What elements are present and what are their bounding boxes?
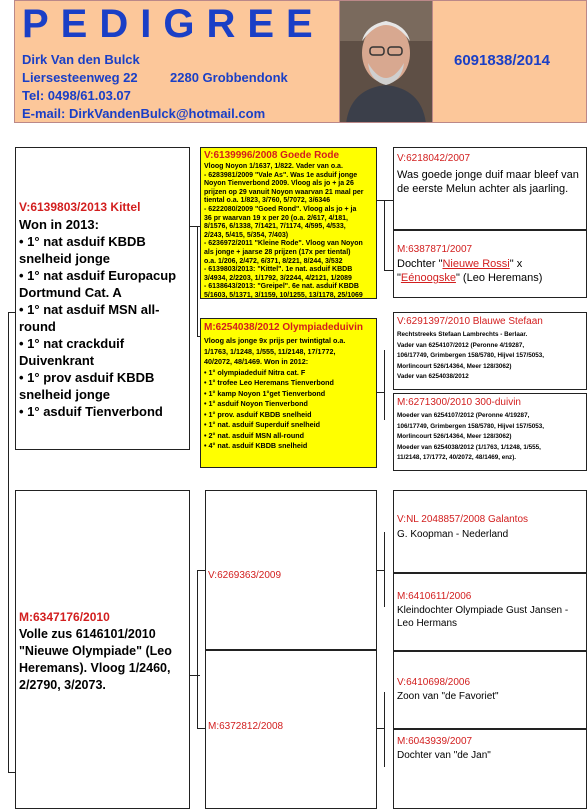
father-name: V:6139803/2013 Kittel	[19, 200, 141, 214]
mm-box	[205, 650, 377, 809]
mff-text: G. Koopman - Nederland	[397, 529, 509, 540]
detail-line: 11/2148, 17/1772, 40/2072, 48/1469, enz).	[397, 454, 517, 461]
father-box	[15, 147, 190, 450]
grandsire-details	[204, 163, 364, 299]
ring-number: 6091838/2014	[454, 52, 550, 69]
fff-text: Was goede jonge duif maar bleef van de eerste Melun achter als jaarling.	[397, 169, 579, 195]
connector	[384, 692, 385, 767]
fmm-box	[393, 393, 587, 471]
father-achievements	[19, 233, 189, 420]
detail-line: tiental o.a. 1/823, 3/760, 5/7072, 3/6346	[204, 197, 331, 205]
detail-line: - 6222080/2009 "Goed Rond". Vloog als jo + ja	[204, 205, 357, 213]
detail-line: • 1° nat. asduif Superduif snelheid	[204, 420, 321, 429]
detail-line: - 6139803/2013: "Kittel". 1e nat. asduif KBDB	[204, 266, 353, 274]
detail-line: • 4° nat. asduif KBDB snelheid	[204, 441, 308, 450]
grandsire-box	[200, 147, 377, 299]
owner-phone: Tel: 0498/61.03.07	[22, 88, 131, 103]
mmm-box	[393, 729, 587, 809]
achievement-item: • 1° asduif Tienverbond	[19, 404, 163, 419]
connector	[190, 226, 200, 227]
mother-name: M:6347176/2010	[19, 610, 110, 624]
detail-line: o.a. 1/206, 2/472, 6/371, 8/221, 8/244, 3/532	[204, 257, 343, 265]
detail-line: - 6236972/2011 "Kleine Rode". Vloog van Noyon	[204, 240, 363, 248]
achievement-item: • 1° nat asduif Europacup Dortmund Cat. A	[19, 268, 177, 300]
nieuwe-rossi-link[interactable]: Nieuwe Rossi	[442, 258, 510, 270]
mother-text: Volle zus 6146101/2010 "Nieuwe Olympiade" (Leo Heremans). Vloog 1/2460, 2/2790, 3/2073.	[19, 627, 172, 692]
detail-line: 8/1576, 6/1338, 7/1421, 7/1174, 4/595, 4/533,	[204, 223, 346, 231]
mff-box	[393, 490, 587, 573]
fmf-name: V:6291397/2010 Blauwe Stefaan	[397, 316, 543, 327]
detail-line: • 1° kamp Noyon 1°get Tienverbond	[204, 388, 326, 398]
mother-box	[15, 490, 190, 809]
detail-line: 36 pr waarvan 19 x per 20 (o.a. 2/617, 4/181,	[204, 214, 348, 222]
eenoogske-link[interactable]: Eénoogske	[400, 272, 456, 284]
detail-line: - 6283981/2009 "Vale As". Was 1e asduif jonge	[204, 171, 358, 179]
detail-line: • 1° olympiadeduif Nitra cat. F	[204, 367, 306, 377]
mmf-text: Zoon van "de Favoriet"	[397, 691, 499, 702]
achievement-item: • 1° nat asduif MSN all-round	[19, 302, 160, 334]
granddam-name: M:6254038/2012 Olympiadeduivin	[204, 322, 363, 333]
detail-line: Moeder van 6254107/2012 (Peronne 4/19287,	[397, 412, 530, 419]
ffm-box	[393, 230, 587, 298]
connector	[197, 570, 198, 728]
mff-name: V:NL 2048857/2008 Galantos	[397, 514, 529, 525]
grandsire-name: V:6139996/2008 Goede Rode	[204, 150, 340, 161]
owner-city: 2280 Grobbendonk	[170, 70, 288, 85]
connector	[190, 675, 200, 676]
achievement-item: • 1° nat crackduif Duivenkrant	[19, 336, 125, 368]
detail-line: 2/243, 5/415, 5/354, 7/403)	[204, 231, 289, 239]
text-part: " x "	[397, 258, 523, 284]
ffm-name: M:6387871/2007	[397, 244, 473, 255]
mmf-box	[393, 651, 587, 729]
mmf-name: V:6410698/2006	[397, 677, 471, 688]
mfm-box	[393, 573, 587, 651]
detail-line: 5/1603, 5/1371, 3/1159, 10/1255, 13/1178, 25/1069	[204, 291, 363, 299]
mfm-name: M:6410611/2006	[397, 591, 472, 602]
mf-name: V:6269363/2009	[208, 570, 282, 581]
detail-line: Morlincourt 526/14364, Meer 128/3062)	[397, 433, 512, 440]
detail-line: 1/1763, 1/1248, 1/555, 11/2148, 17/1772,	[204, 346, 336, 356]
fmm-details	[397, 411, 544, 464]
detail-line: 106/17749, Grimbergen 158/5780, Hijvel 157/5053,	[397, 352, 545, 359]
detail-line: • 2° nat. asduif MSN all-round	[204, 430, 305, 440]
father-won: Won in 2013:	[19, 217, 99, 232]
owner-street: Liersesteenweg 22	[22, 70, 138, 85]
owner-email: E-mail: DirkVandenBulck@hotmail.com	[22, 106, 266, 121]
connector	[377, 200, 393, 201]
detail-line: 40/2072, 48/1469. Won in 2012:	[204, 357, 309, 366]
mmm-name: M:6043939/2007	[397, 736, 473, 747]
owner-photo	[340, 0, 432, 123]
connector	[384, 350, 385, 420]
achievement-item: • 1° prov asduif KBDB snelheid jonge	[19, 370, 155, 402]
connector	[384, 532, 385, 607]
page-title: PEDIGREE	[22, 2, 325, 46]
fmm-name: M:6271300/2010 300-duivin	[397, 397, 521, 408]
detail-line: Moeder van 6254038/2012 (1/1763, 1/1248, 1/555,	[397, 443, 541, 451]
detail-line: • 1° prov. asduif KBDB snelheid	[204, 409, 312, 419]
granddam-details	[204, 336, 345, 452]
granddam-box	[200, 318, 377, 468]
detail-line: Vloog als jonge 9x prijs per twintigtal o.a.	[204, 336, 346, 345]
detail-line: Noyon Tienverbond 2009. Vloog als jo + ja 26	[204, 180, 354, 188]
mf-box	[205, 490, 377, 650]
fff-box	[393, 147, 587, 230]
detail-line: Vloog Noyon 1/1637, 1/822. Vader van o.a.	[204, 163, 343, 170]
achievement-item: • 1° nat asduif KBDB snelheid jonge	[19, 234, 146, 266]
fff-name: V:6218042/2007	[397, 153, 471, 164]
text-part: " (Leo Heremans)	[455, 272, 543, 284]
detail-line: • 1° trofee Leo Heremans Tienverbond	[204, 378, 334, 387]
fmf-details	[397, 330, 544, 383]
mfm-text: Kleindochter Olympiade Gust Jansen - Leo Hermans	[397, 605, 569, 629]
ffm-text	[397, 257, 585, 285]
connector	[8, 312, 9, 772]
detail-line: Vader van 6254107/2012 (Peronne 4/19287,	[397, 341, 525, 349]
text-part: Dochter "	[397, 258, 443, 270]
fmf-box	[393, 312, 587, 390]
mmm-text: Dochter van "de Jan"	[397, 750, 491, 761]
connector	[197, 226, 198, 336]
detail-line: als jonge + jaarse 28 prijzen (17x per tiental)	[204, 248, 351, 256]
detail-line: 3/4934, 2/2203, 1/1792, 3/2244, 4/2121, 1/2089	[204, 274, 352, 282]
detail-line: • 1° asduif Noyon Tienverbond	[204, 399, 308, 408]
detail-line: Vader van 6254038/2012	[397, 373, 469, 380]
owner-name: Dirk Van den Bulck	[22, 52, 140, 67]
detail-line: - 6138643/2013: "Greipel". 6e nat. asduif KBDB	[204, 283, 359, 291]
connector	[384, 200, 385, 270]
detail-line: prijzen op 29 vanuit Noyon waarvan 21 maal per	[204, 188, 364, 196]
mm-name: M:6372812/2008	[208, 721, 284, 732]
detail-line: Rechtstreeks Stefaan Lambrechts - Berlaar.	[397, 331, 528, 338]
detail-line: Morlincourt 526/14364, Meer 128/3062)	[397, 362, 512, 370]
detail-line: 106/17749, Grimbergen 158/5780, Hijvel 157/5053,	[397, 422, 545, 430]
